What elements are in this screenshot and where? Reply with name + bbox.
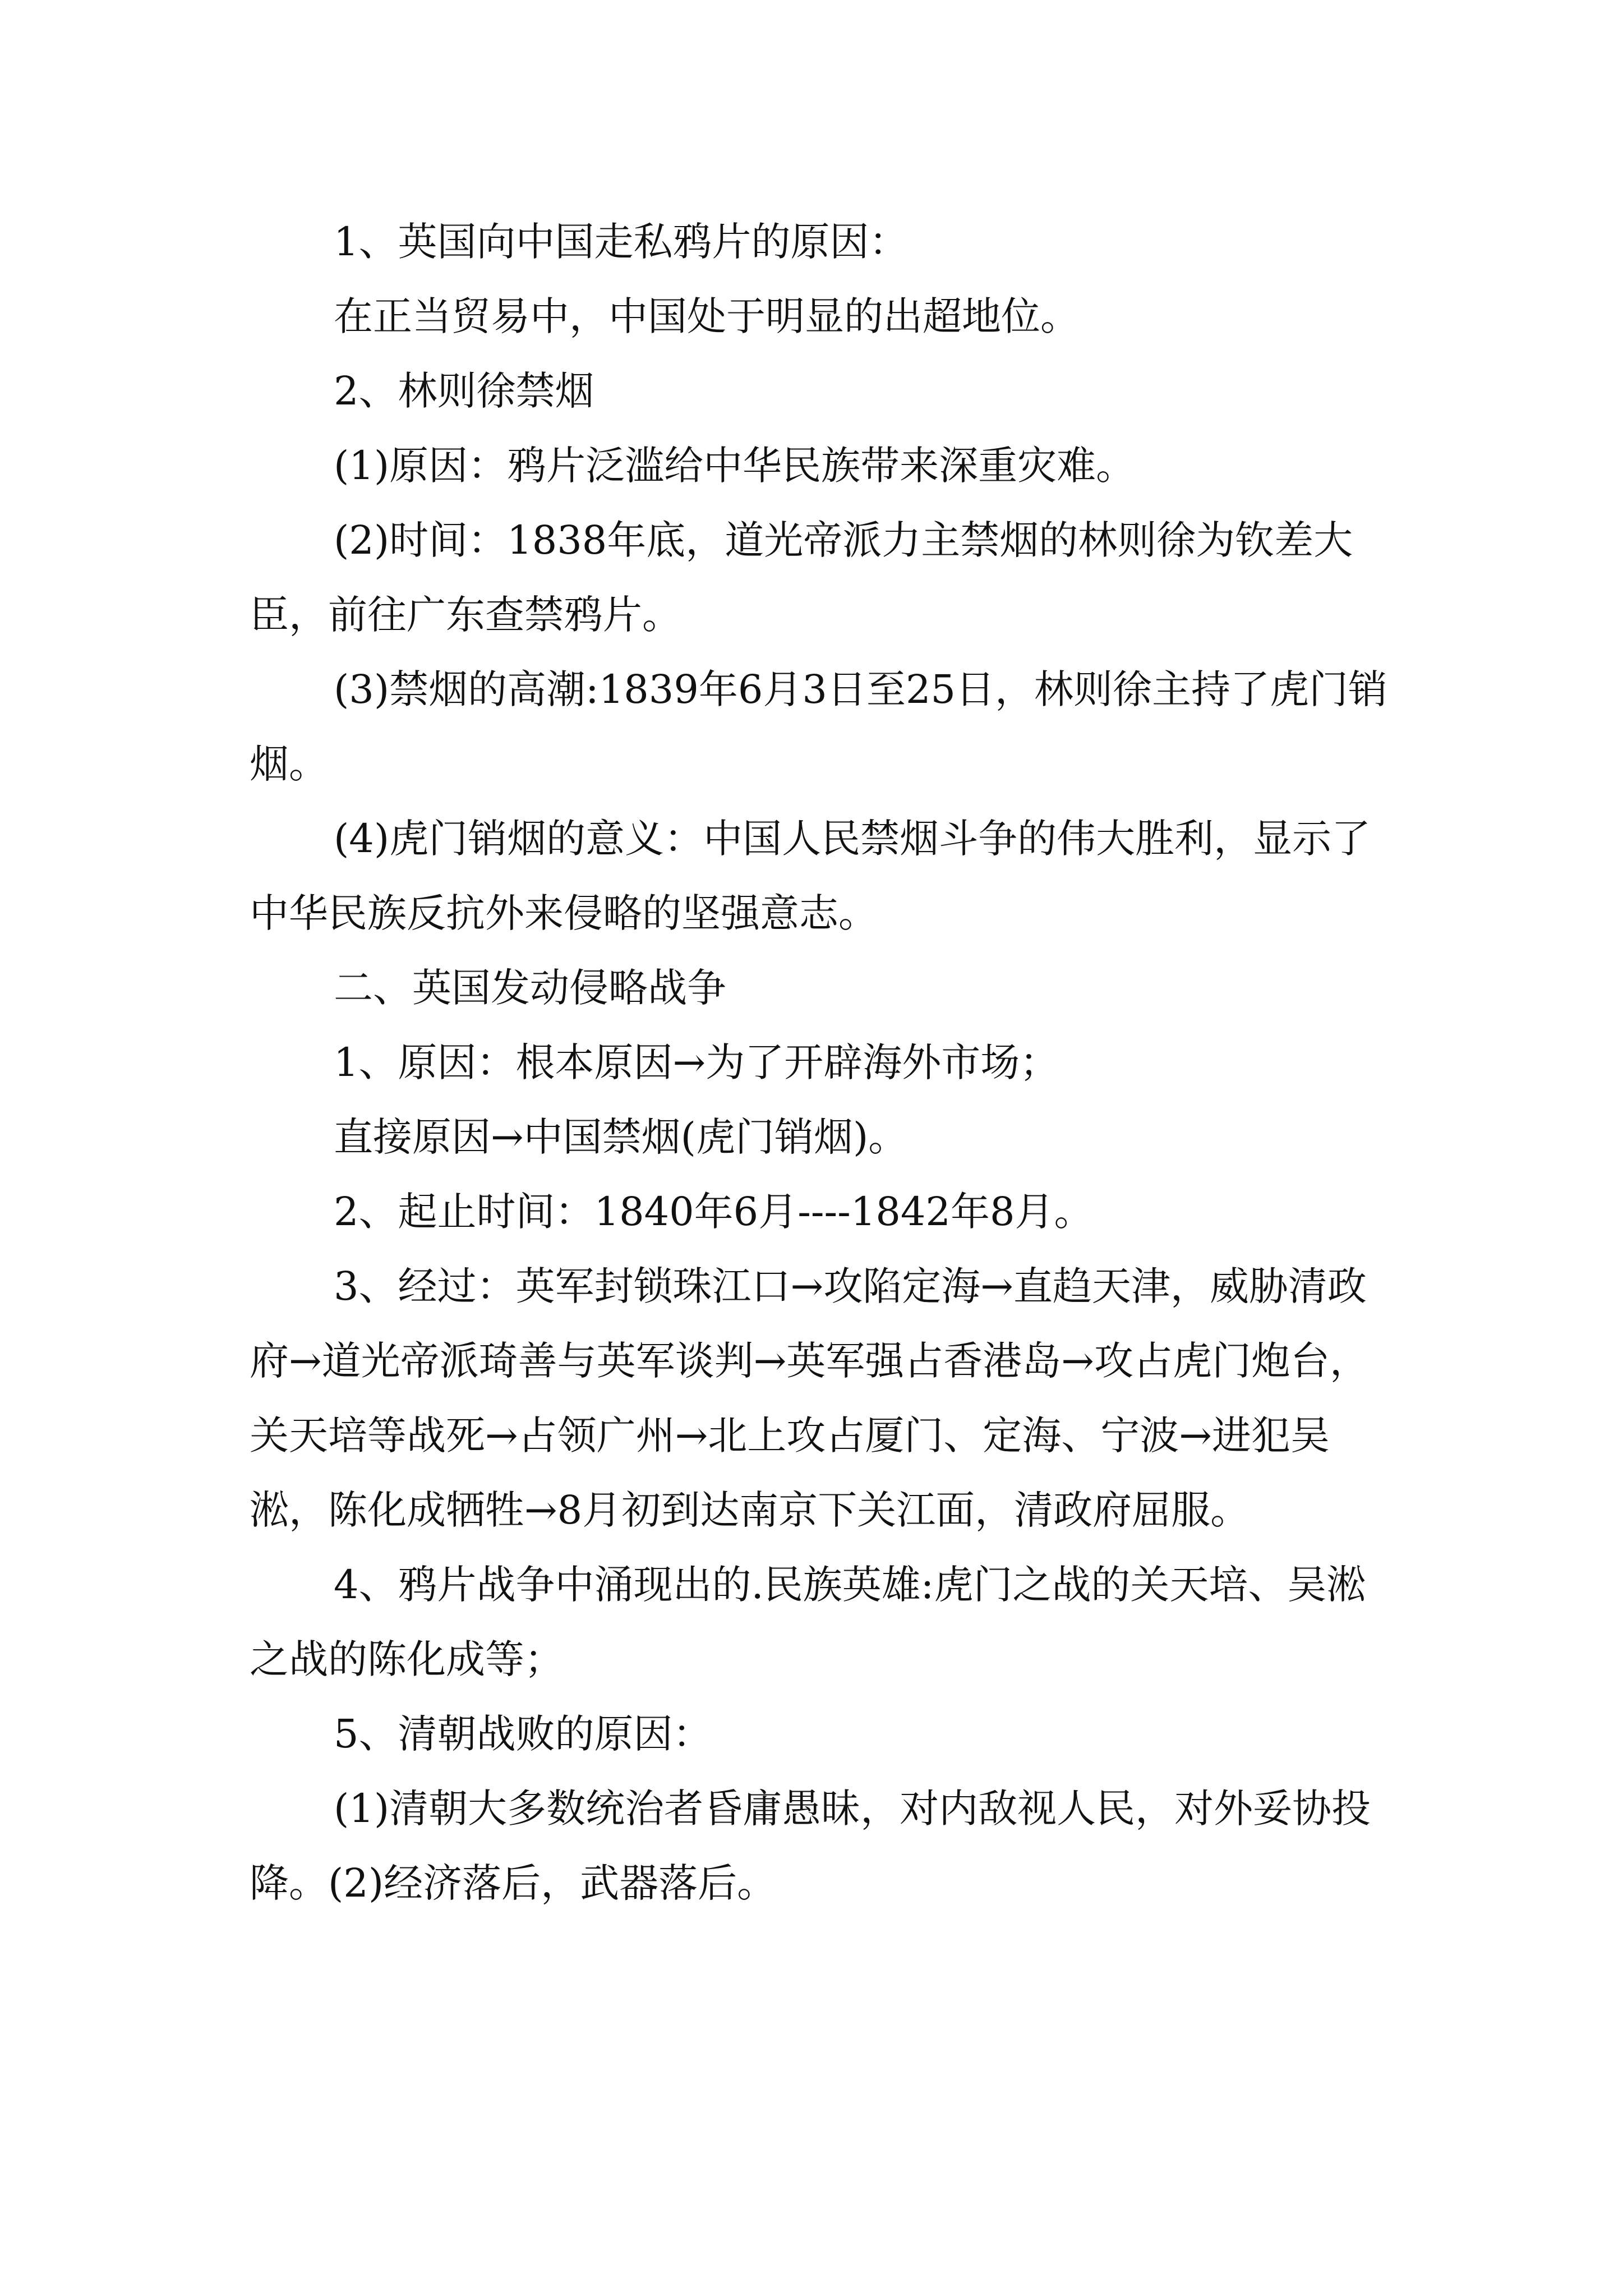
paragraph: 1、英国向中国走私鸦片的原因： xyxy=(334,219,909,265)
paragraph: 3、经过：英军封锁珠江口→攻陷定海→直趋天津，威胁清政府→道光帝派琦善与英军谈判→英军强占香港岛→攻占虎门炮台，关天培等战死→占领广州→北上攻占厦门、定海、宁波→进犯吴淞，陈化成牺牲→8月初到达南京下关江面，清政府屈服。 xyxy=(250,1263,1369,1533)
paragraph: 5、清朝战败的原因： xyxy=(334,1711,712,1757)
paragraph: (1)原因：鸦片泛滥给中华民族带来深重灾难。 xyxy=(334,443,1136,489)
paragraph: (1)清朝大多数统治者昏庸愚昧，对内敌视人民，对外妥协投降。(2)经济落后，武器落后。 xyxy=(250,1786,1371,1906)
paragraph: 2、林则徐禁烟 xyxy=(334,368,594,414)
paragraph: 在正当贸易中，中国处于明显的出超地位。 xyxy=(334,293,1080,339)
document-body xyxy=(250,205,1399,1921)
paragraph: 直接原因→中国禁烟(虎门销烟)。 xyxy=(334,1114,908,1160)
section-heading: 二、英国发动侵略战争 xyxy=(334,965,726,1011)
paragraph: (3)禁烟的高潮:1839年6月3日至25日，林则徐主持了虎门销烟。 xyxy=(250,666,1388,787)
paragraph: (4)虎门销烟的意义：中国人民禁烟斗争的伟大胜利，显示了中华民族反抗外来侵略的坚强意志。 xyxy=(250,816,1371,936)
paragraph: (2)时间：1838年底，道光帝派力主禁烟的林则徐为钦差大臣，前往广东查禁鸦片。 xyxy=(250,517,1353,638)
paragraph: 4、鸦片战争中涌现出的.民族英雄:虎门之战的关天培、吴淞之战的陈化成等； xyxy=(250,1562,1366,1682)
paragraph: 2、起止时间：1840年6月----1842年8月。 xyxy=(334,1189,1094,1235)
paragraph: 1、原因：根本原因→为了开辟海外市场； xyxy=(334,1039,1059,1085)
